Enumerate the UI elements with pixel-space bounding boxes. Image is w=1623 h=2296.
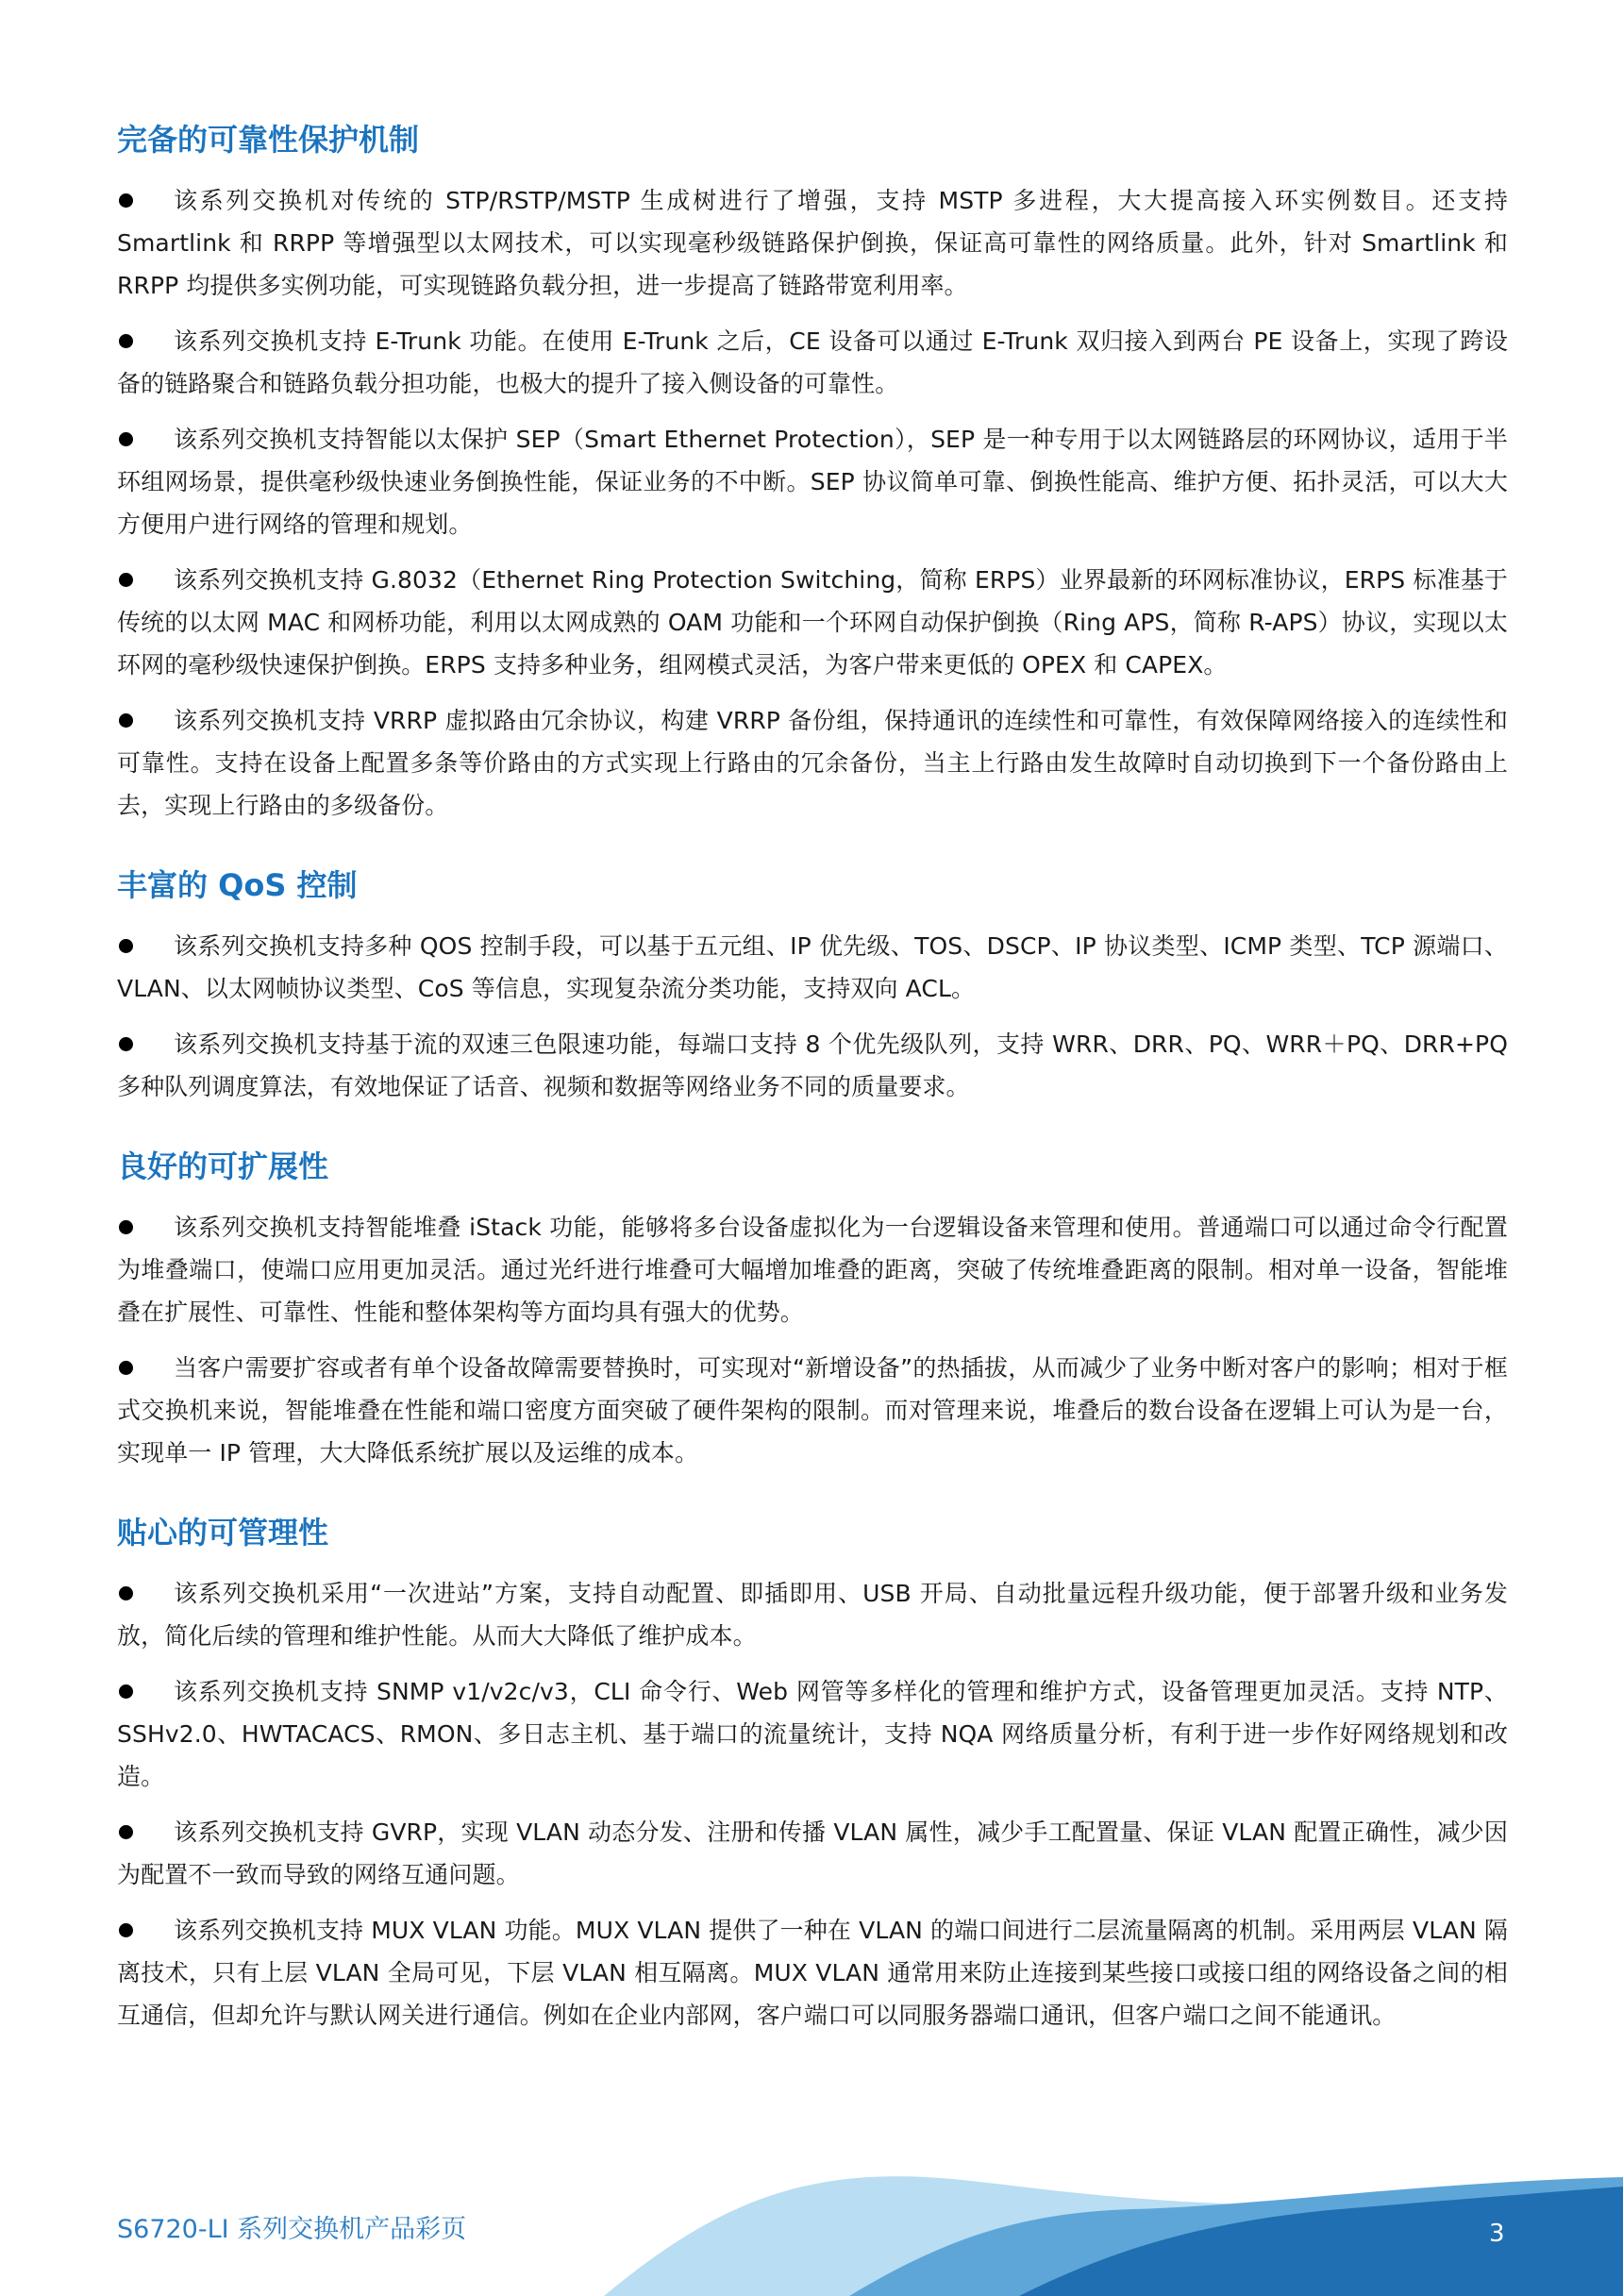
bullet-dot-icon: [119, 334, 133, 348]
list-item-text: 该系列交换机支持 E-Trunk 功能。在使用 E-Trunk 之后，CE 设备可以通过 E-Trunk 双归接入到两台 PE 设备上，实现了跨设备的链路聚合和链路负载分担功能，也极大的提升了接入侧设备的可靠性。: [117, 327, 1508, 397]
list-item-text: 该系列交换机支持 SNMP v1/v2c/v3，CLI 命令行、Web 网管等多样化的管理和维护方式，设备管理更加灵活。支持 NTP、SSHv2.0、HWTACACS、RMON、多日志主机、基于端口的流量统计，支持 NQA 网络质量分析，有利于进一步作好网络规划和改造。: [117, 1678, 1508, 1790]
bullet-dot-icon: [119, 432, 133, 446]
list-item: [117, 1572, 1508, 1657]
bullet-dot-icon: [119, 1361, 133, 1375]
bullet-dot-icon: [119, 573, 133, 587]
document-body: [117, 121, 1508, 2076]
list-item-text: 该系列交换机支持智能以太保护 SEP（Smart Ethernet Protection），SEP 是一种专用于以太网链路层的环网协议，适用于半环组网场景，提供毫秒级快速业务倒换性能，保证业务的不中断。SEP 协议简单可靠、倒换性能高、维护方便、拓扑灵活，可以大大方便用户进行网络的管理和规划。: [117, 426, 1508, 538]
list-item: [117, 1347, 1508, 1474]
section-manageability: [117, 1514, 1508, 2036]
bullet-dot-icon: [119, 1037, 133, 1051]
section-title: 贴心的可管理性: [117, 1515, 329, 1550]
list-item-text: 该系列交换机对传统的 STP/RSTP/MSTP 生成树进行了增强，支持 MSTP 多进程，大大提高接入环实例数目。还支持 Smartlink 和 RRPP 等增强型以太网技术，可以实现毫秒级链路保护倒换，保证高可靠性的网络质量。此外，针对 Smartlink 和 RRPP 均提供多实例功能，可实现链路负载分担，进一步提高了链路带宽利用率。: [117, 187, 1508, 299]
list-item-text: 该系列交换机支持智能堆叠 iStack 功能，能够将多台设备虚拟化为一台逻辑设备来管理和使用。普通端口可以通过命令行配置为堆叠端口，使端口应用更加灵活。通过光纤进行堆叠可大幅增加堆叠的距离，突破了传统堆叠距离的限制。相对单一设备，智能堆叠在扩展性、可靠性、性能和整体架构等方面均具有强大的优势。: [117, 1214, 1508, 1326]
section-scalability: [117, 1148, 1508, 1474]
list-item-text: 该系列交换机支持 G.8032（Ethernet Ring Protection Switching，简称 ERPS）业界最新的环网标准协议，ERPS 标准基于传统的以太网 MAC 和网桥功能，利用以太网成熟的 OAM 功能和一个环网自动保护倒换（Ring APS，简称 R-APS）协议，实现以太环网的毫秒级快速保护倒换。ERPS 支持多种业务，组网模式灵活，为客户带来更低的 OPEX 和 CAPEX。: [117, 566, 1508, 679]
list-item: [117, 320, 1508, 405]
bullet-dot-icon: [119, 1684, 133, 1699]
section-qos: [117, 866, 1508, 1108]
list-item: [117, 925, 1508, 1010]
list-item: [117, 699, 1508, 827]
list-item: [117, 1811, 1508, 1896]
list-item-text: 当客户需要扩容或者有单个设备故障需要替换时，可实现对“新增设备”的热插拔，从而减少了业务中断对客户的影响；相对于框式交换机来说，智能堆叠在性能和端口密度方面突破了硬件架构的限制。而对管理来说，堆叠后的数台设备在逻辑上可认为是一台，实现单一 IP 管理，大大降低系统扩展以及运维的成本。: [117, 1354, 1508, 1466]
list-item-text: 该系列交换机支持 VRRP 虚拟路由冗余协议，构建 VRRP 备份组，保持通讯的连续性和可靠性，有效保障网络接入的连续性和可靠性。支持在设备上配置多条等价路由的方式实现上行路由的冗余备份，当主上行路由发生故障时自动切换到下一个备份路由上去，实现上行路由的多级备份。: [117, 707, 1508, 819]
list-item-text: 该系列交换机支持基于流的双速三色限速功能，每端口支持 8 个优先级队列，支持 WRR、DRR、PQ、WRR＋PQ、DRR+PQ 多种队列调度算法，有效地保证了话音、视频和数据等网络业务不同的质量要求。: [117, 1031, 1508, 1100]
footer-title: S6720-LI 系列交换机产品彩页: [117, 2215, 467, 2244]
section-title: 良好的可扩展性: [117, 1148, 329, 1184]
list-item: [117, 1206, 1508, 1333]
list-item-text: 该系列交换机支持多种 QOS 控制手段，可以基于五元组、IP 优先级、TOS、DSCP、IP 协议类型、ICMP 类型、TCP 源端口、VLAN、以太网帧协议类型、CoS 等信息，实现复杂流分类功能，支持双向 ACL。: [117, 932, 1508, 1002]
bullet-dot-icon: [119, 939, 133, 953]
list-item-text: 该系列交换机支持 MUX VLAN 功能。MUX VLAN 提供了一种在 VLAN 的端口间进行二层流量隔离的机制。采用两层 VLAN 隔离技术，只有上层 VLAN 全局可见，下层 VLAN 相互隔离。MUX VLAN 通常用来防止连接到某些接口或接口组的网络设备之间的相互通信，但却允许与默认网关进行通信。例如在企业内部网，客户端口可以同服务器端口通讯，但客户端口之间不能通讯。: [117, 1917, 1508, 2029]
section-reliability: [117, 121, 1508, 827]
bullet-dot-icon: [119, 1923, 133, 1937]
list-item-text: 该系列交换机采用“一次进站”方案，支持自动配置、即插即用、USB 开局、自动批量远程升级功能，便于部署升级和业务发放，简化后续的管理和维护性能。从而大大降低了维护成本。: [117, 1580, 1508, 1650]
list-item: [117, 179, 1508, 307]
bullet-dot-icon: [119, 1220, 133, 1234]
page-number: 3: [1489, 2220, 1505, 2248]
list-item: [117, 418, 1508, 545]
section-title: 丰富的 QoS 控制: [117, 867, 358, 903]
list-item: [117, 1023, 1508, 1108]
list-item: [117, 559, 1508, 686]
list-item-text: 该系列交换机支持 GVRP，实现 VLAN 动态分发、注册和传播 VLAN 属性，减少手工配置量、保证 VLAN 配置正确性，减少因为配置不一致而导致的网络互通问题。: [117, 1818, 1508, 1888]
list-item: [117, 1670, 1508, 1798]
section-title: 完备的可靠性保护机制: [117, 122, 420, 158]
bullet-dot-icon: [119, 1586, 133, 1600]
bullet-dot-icon: [119, 193, 133, 208]
list-item: [117, 1909, 1508, 2036]
bullet-dot-icon: [119, 1825, 133, 1839]
bullet-dot-icon: [119, 713, 133, 728]
